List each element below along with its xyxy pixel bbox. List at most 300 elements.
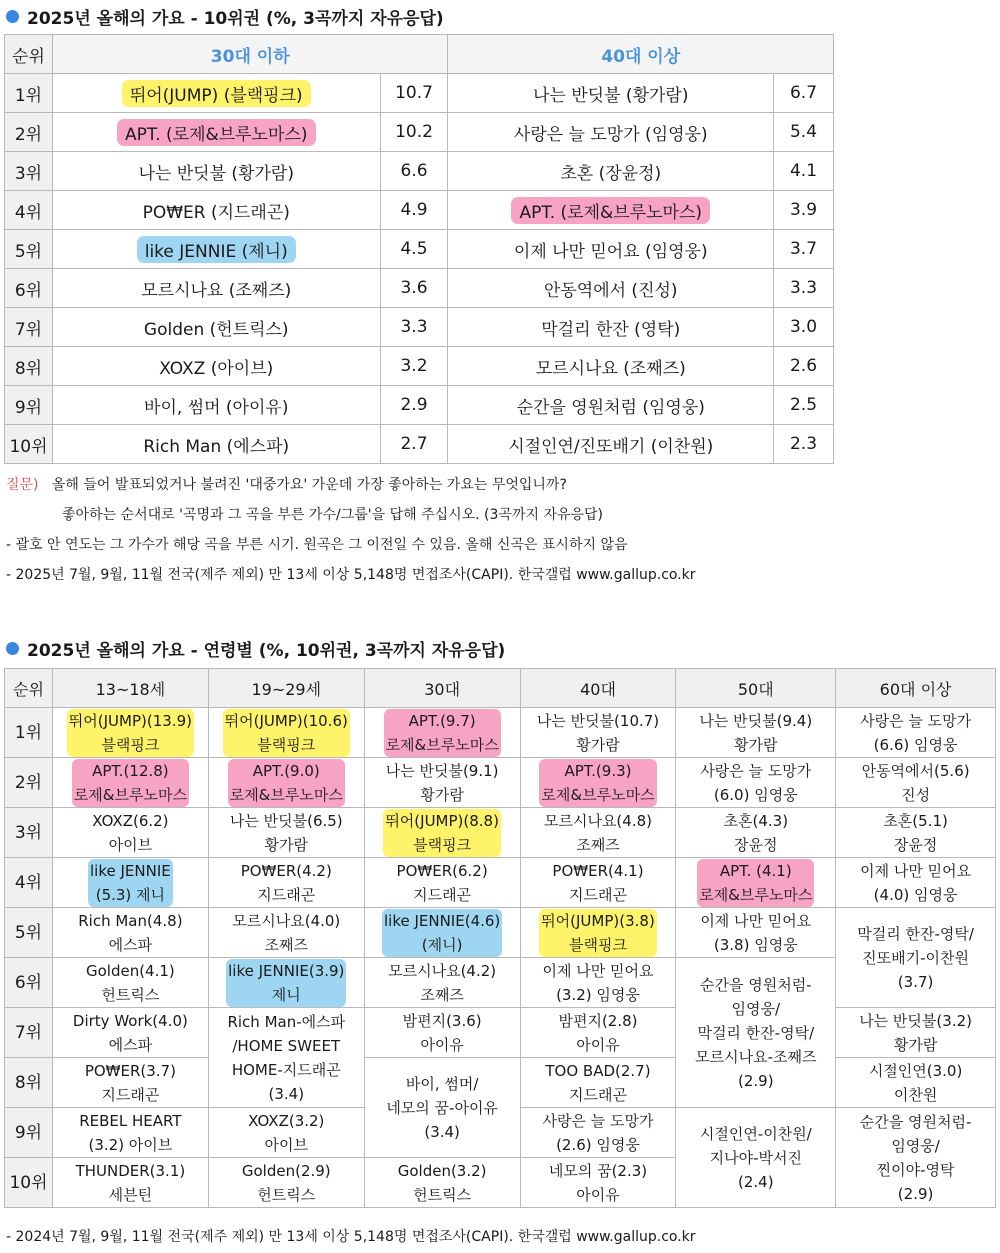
- rank-cell: [5, 347, 53, 386]
- age-cell: [364, 1058, 520, 1158]
- age-cell-line: APT. (4.1): [719, 861, 792, 880]
- table-row: [5, 386, 834, 425]
- age-cell-line: 네모의 꿈(2.3): [548, 1161, 648, 1180]
- age-cell-line: 모르시나요(4.2): [388, 961, 497, 980]
- value-under30: [380, 386, 448, 425]
- table-row: [5, 113, 834, 152]
- age-cell-line: (3.2) 임영웅: [556, 985, 640, 1004]
- age-table: [4, 668, 996, 1208]
- age-cell-line: (3.4): [268, 1084, 305, 1103]
- rank-cell: 5위: [5, 908, 53, 958]
- rank-cell: [5, 152, 53, 191]
- song-under30: [52, 74, 380, 113]
- song-under30-text: PO₩ER (지드래곤): [142, 202, 290, 223]
- age-cell-line: 네모의 꿈-아이유: [386, 1098, 498, 1117]
- age-cell-line: 밤편지(2.8): [558, 1011, 638, 1030]
- age-cell: [676, 858, 836, 908]
- value-under30: [380, 425, 448, 464]
- rank-cell-text: 8위: [14, 358, 43, 379]
- age-cell-line: 지나야-박서진: [709, 1148, 802, 1167]
- age-cell-line: 모르시나요(4.0): [232, 911, 341, 930]
- song-over40: [448, 269, 774, 308]
- age-cell: [52, 758, 208, 808]
- value-over40-text: 3.0: [789, 317, 818, 337]
- age-cell-content: [382, 909, 502, 957]
- value-over40-text: 2.5: [789, 395, 818, 415]
- age-cell-line: 시절인연(3.0): [868, 1061, 963, 1080]
- top10-table-body: [5, 74, 834, 464]
- age-cell-line: 시절인연-이찬원/: [699, 1124, 812, 1143]
- age-cell-line: 이제 나만 믿어요: [860, 861, 972, 880]
- age-cell-line: 사랑은 늘 도망가: [542, 1111, 654, 1130]
- song-over40: [448, 191, 774, 230]
- age-cell-line: PO₩ER(4.2): [240, 861, 332, 880]
- age-cell: [836, 1108, 996, 1208]
- song-over40: [448, 425, 774, 464]
- age-cell-line: 황가람: [893, 1035, 938, 1054]
- age-cell-content: [539, 759, 656, 807]
- rank-cell: 3위: [5, 808, 53, 858]
- age-cell-line: THUNDER(3.1): [75, 1161, 186, 1180]
- age-cell-line: 임영웅/: [891, 1136, 940, 1155]
- song-over40: [448, 308, 774, 347]
- age-cell: [208, 958, 364, 1008]
- table-row: [5, 708, 996, 758]
- age-cell-content: [836, 922, 995, 994]
- age-cell-line: 사랑은 늘 도망가: [860, 711, 972, 730]
- age-cell-line: 막걸리 한잔-영탁/: [697, 1023, 815, 1042]
- age-cell: [676, 758, 836, 808]
- age-cell: [52, 1108, 208, 1158]
- rank-cell: [5, 74, 53, 113]
- age-cell: [52, 908, 208, 958]
- rank-cell: 1위: [5, 708, 53, 758]
- age-cell-line: 이제 나만 믿어요: [542, 961, 654, 980]
- age-cell-line: (5.3) 제니: [95, 885, 166, 904]
- age-cell-line: 이찬원: [893, 1085, 938, 1104]
- rank-cell-text: 9위: [14, 397, 43, 418]
- age-cell-line: 진또배기-이찬원: [862, 948, 969, 967]
- age-cell-line: 찐이야-영탁: [876, 1160, 955, 1179]
- value-over40: [774, 74, 834, 113]
- song-over40-text: 시절인연/진또배기 (이찬원): [508, 436, 714, 457]
- age-cell-line: 제니: [271, 985, 301, 1004]
- age-cell-line: 지드래곤: [413, 885, 472, 904]
- age-cell-content: [67, 709, 194, 757]
- rank-cell-text: 1위: [14, 85, 43, 106]
- song-over40: [448, 230, 774, 269]
- song-over40-text: 막걸리 한잔 (영탁): [541, 319, 681, 340]
- age-cell-content: [521, 1059, 676, 1107]
- song-over40: [448, 386, 774, 425]
- age-cell-line: 황가람: [420, 785, 464, 804]
- age-cell-line: XOXZ(3.2): [248, 1111, 325, 1130]
- table-row: [5, 152, 834, 191]
- age-cell: [208, 708, 364, 758]
- age-cell-line: 아이브: [108, 835, 153, 854]
- age-cell-line: 지드래곤: [257, 885, 316, 904]
- rank-cell: 6위: [5, 958, 53, 1008]
- age-cell-line: (3.7): [897, 972, 934, 991]
- question-text-1: 올해 들어 발표되었거나 불려진 '대중가요' 가운데 가장 좋아하는 가요는 무엇입니까?: [51, 477, 567, 493]
- age-cell-line: APT.(9.7): [408, 711, 476, 730]
- section1-notes: [6, 470, 996, 590]
- age-cell-line: 로제&브루노마스: [229, 785, 343, 804]
- rank-cell-text: 3위: [14, 163, 43, 184]
- song-over40-text: 모르시나요 (조째즈): [535, 358, 686, 379]
- age-cell-line: HOME-지드래곤: [231, 1060, 341, 1079]
- song-over40-text: 안동역에서 (진성): [543, 280, 678, 301]
- age-header-4: 40대: [520, 669, 676, 708]
- age-cell-line: 세븐틴: [108, 1185, 153, 1204]
- age-cell: [364, 858, 520, 908]
- age-cell-content: [209, 1159, 364, 1207]
- age-cell-line: 로제&브루노마스: [699, 885, 813, 904]
- age-cell-line: 블랙핑크: [569, 935, 627, 954]
- age-cell-line: 나는 반딧불(10.7): [536, 711, 660, 730]
- age-cell: [52, 958, 208, 1008]
- age-cell: [520, 1058, 676, 1108]
- age-cell-content: [836, 809, 995, 857]
- age-cell-line: PO₩ER(6.2): [396, 861, 488, 880]
- age-cell: [52, 808, 208, 858]
- age-cell-line: 헌트릭스: [257, 1185, 316, 1204]
- age-cell-line: like JENNIE(4.6): [383, 911, 501, 930]
- age-cell-content: [365, 1009, 520, 1057]
- value-over40-text: 5.4: [789, 122, 818, 142]
- song-over40-text: 나는 반딧불 (황가람): [533, 85, 689, 106]
- age-cell-line: /HOME SWEET: [232, 1036, 341, 1055]
- age-cell-content: [365, 959, 520, 1007]
- age-cell-line: (2.6) 임영웅: [556, 1135, 640, 1154]
- age-cell-line: 황가람: [734, 735, 778, 754]
- age-cell-line: 에스파: [108, 935, 153, 954]
- value-under30: [380, 191, 448, 230]
- age-cell: [520, 708, 676, 758]
- age-cell: [52, 1008, 208, 1058]
- song-under30: [52, 113, 380, 152]
- age-cell-content: [676, 809, 835, 857]
- age-cell: [364, 958, 520, 1008]
- header-30s-under: 30대 이하: [52, 35, 448, 74]
- age-cell-content: [53, 1059, 208, 1107]
- table-row: [5, 858, 996, 908]
- song-under30-text: 나는 반딧불 (황가람): [138, 163, 294, 184]
- age-cell: [208, 1008, 364, 1108]
- song-under30: [52, 386, 380, 425]
- song-under30-text: like JENNIE (제니): [137, 236, 296, 263]
- age-cell-line: (2.9): [738, 1071, 774, 1090]
- age-cell-line: (2.9): [897, 1184, 934, 1203]
- age-cell-line: PO₩ER(3.7): [84, 1061, 176, 1080]
- value-under30-text: 6.6: [400, 161, 428, 181]
- value-over40-text: 2.3: [789, 434, 818, 454]
- value-under30-text: 3.3: [400, 317, 428, 337]
- age-cell-line: 진성: [901, 785, 931, 804]
- age-cell-line: 아이유: [420, 1035, 464, 1054]
- age-cell-content: [88, 859, 173, 907]
- song-over40: [448, 113, 774, 152]
- age-cell-line: 순간을 영원처럼-: [699, 975, 812, 994]
- age-cell-line: APT.(9.0): [252, 761, 320, 780]
- age-cell-content: [836, 1059, 995, 1107]
- age-cell-content: [521, 1159, 676, 1207]
- age-cell-content: [209, 859, 364, 907]
- age-cell-line: 사랑은 늘 도망가: [700, 761, 812, 780]
- age-cell: [836, 858, 996, 908]
- age-cell: [364, 758, 520, 808]
- rank-cell-text: 7위: [14, 319, 43, 340]
- age-cell-line: 조째즈: [264, 935, 309, 954]
- age-cell-line: 밤편지(3.6): [402, 1011, 482, 1030]
- age-cell-content: [365, 759, 520, 807]
- rank-cell: 10위: [5, 1158, 53, 1208]
- age-cell-line: 모르시나요-조째즈: [695, 1047, 817, 1066]
- rank-cell: 9위: [5, 1108, 53, 1158]
- song-under30-text: 뛰어(JUMP) (블랙핑크): [122, 80, 311, 107]
- age-cell-line: 블랙핑크: [413, 835, 472, 854]
- age-cell: [836, 1058, 996, 1108]
- value-under30-text: 10.7: [395, 83, 433, 103]
- table-row: [5, 191, 834, 230]
- age-cell-content: [539, 909, 657, 957]
- table-row: [5, 269, 834, 308]
- age-cell: [208, 758, 364, 808]
- age-cell: [208, 1158, 364, 1208]
- age-cell-line: 안동역에서(5.6): [861, 761, 970, 780]
- value-under30-text: 2.9: [400, 395, 428, 415]
- age-header-0: 순위: [5, 669, 53, 708]
- song-under30: [52, 425, 380, 464]
- age-cell-line: (6.6) 임영웅: [873, 735, 958, 754]
- age-cell-line: 이제 나만 믿어요: [700, 911, 812, 930]
- age-cell-line: 황가람: [264, 835, 309, 854]
- age-cell: [364, 908, 520, 958]
- table-row: [5, 425, 834, 464]
- header-40s-over: 40대 이상: [448, 35, 834, 74]
- age-cell-content: [521, 959, 676, 1007]
- value-under30-text: 4.9: [400, 200, 428, 220]
- age-cell-line: Rich Man-에스파: [227, 1012, 346, 1031]
- value-under30-text: 3.6: [400, 278, 428, 298]
- age-cell: [676, 908, 836, 958]
- value-under30-text: 4.5: [400, 239, 428, 259]
- age-cell-line: 에스파: [108, 1035, 153, 1054]
- rank-cell-text: 6위: [14, 280, 43, 301]
- value-over40-text: 2.6: [789, 356, 818, 376]
- value-under30: [380, 308, 448, 347]
- age-cell-content: [228, 759, 345, 807]
- age-cell-line: 헌트릭스: [101, 985, 160, 1004]
- age-cell-line: Golden(4.1): [85, 961, 175, 980]
- age-header-5: 50대: [676, 669, 836, 708]
- age-cell-line: 아이브: [264, 1135, 309, 1154]
- value-over40: [774, 191, 834, 230]
- song-over40: [448, 152, 774, 191]
- rank-cell: 2위: [5, 758, 53, 808]
- age-cell: [208, 1108, 364, 1158]
- age-header-2: 19~29세: [208, 669, 364, 708]
- age-cell-line: 아이유: [576, 1185, 620, 1204]
- age-cell-content: [53, 1009, 208, 1057]
- age-cell-content: [365, 1159, 520, 1207]
- age-cell-line: 로제&브루노마스: [73, 785, 187, 804]
- table-row: [5, 230, 834, 269]
- song-under30-text: 모르시나요 (조째즈): [141, 280, 292, 301]
- age-cell-content: [209, 1109, 364, 1157]
- song-under30-text: Rich Man (에스파): [143, 436, 290, 457]
- header-rank: 순위: [5, 35, 53, 74]
- age-cell-line: 초혼(4.3): [723, 811, 789, 830]
- age-cell: [52, 1058, 208, 1108]
- rank-cell: [5, 425, 53, 464]
- rank-cell-text: 5위: [14, 241, 43, 262]
- note-2: - 2025년 7월, 9월, 11월 전국(제주 제외) 만 13세 이상 5,148명 면접조사(CAPI). 한국갤럽 www.gallup.co.kr: [6, 567, 696, 583]
- age-cell: [520, 858, 676, 908]
- age-cell-line: 뛰어(JUMP)(13.9): [68, 711, 192, 730]
- age-cell: [676, 708, 836, 758]
- section1-title: 2025년 올해의 가요 - 10위권 (%, 3곡까지 자유응답): [27, 9, 444, 29]
- rank-cell: 8위: [5, 1058, 53, 1108]
- value-under30: [380, 152, 448, 191]
- value-over40-text: 6.7: [789, 83, 818, 103]
- bullet-dot-icon: [6, 10, 19, 23]
- age-cell-line: (3.2) 아이브: [88, 1135, 173, 1154]
- age-cell-line: PO₩ER(4.1): [552, 861, 644, 880]
- age-cell-content: [53, 1109, 208, 1157]
- age-cell-content: [209, 909, 364, 957]
- age-cell-content: [226, 959, 346, 1007]
- song-under30: [52, 152, 380, 191]
- age-cell-content: [521, 1109, 676, 1157]
- value-under30-text: 10.2: [395, 122, 433, 142]
- age-cell: [836, 808, 996, 858]
- age-cell: [364, 708, 520, 758]
- age-cell-content: [697, 859, 814, 907]
- song-under30: [52, 269, 380, 308]
- age-cell: [52, 708, 208, 758]
- age-cell: [520, 1008, 676, 1058]
- song-under30: [52, 347, 380, 386]
- age-cell: [208, 808, 364, 858]
- section2-title: 2025년 올해의 가요 - 연령별 (%, 10위권, 3곡까지 자유응답): [27, 641, 506, 661]
- age-cell-line: (6.0) 임영웅: [713, 785, 798, 804]
- age-cell-line: Dirty Work(4.0): [72, 1011, 188, 1030]
- top10-table: [4, 34, 834, 464]
- age-cell-line: like JENNIE(3.9): [228, 961, 345, 980]
- age-cell: [208, 908, 364, 958]
- age-cell-content: [676, 909, 835, 957]
- age-cell: [836, 758, 996, 808]
- age-cell-line: 블랙핑크: [257, 735, 316, 754]
- age-cell-line: 초혼(5.1): [883, 811, 948, 830]
- age-cell: [520, 908, 676, 958]
- section1-title-wrap: [6, 4, 444, 29]
- rank-cell: [5, 230, 53, 269]
- song-under30-text: APT. (로제&브루노마스): [117, 119, 316, 146]
- age-cell-content: [676, 709, 835, 757]
- age-cell: [676, 808, 836, 858]
- age-cell-content: [676, 1122, 835, 1194]
- value-under30: [380, 230, 448, 269]
- table-row: [5, 1058, 996, 1108]
- value-under30: [380, 269, 448, 308]
- age-cell: [52, 858, 208, 908]
- section2-note: - 2024년 7월, 9월, 11월 전국(제주 제외) 만 13세 이상 5,148명 면접조사(CAPI). 한국갤럽 www.gallup.co.kr: [6, 1229, 696, 1245]
- value-over40: [774, 230, 834, 269]
- age-cell-line: 장윤정: [734, 835, 778, 854]
- age-cell-line: 뛰어(JUMP)(10.6): [224, 711, 348, 730]
- age-cell-line: 조째즈: [576, 835, 620, 854]
- age-cell-line: 로제&브루노마스: [541, 785, 655, 804]
- age-cell-line: Rich Man(4.8): [78, 911, 183, 930]
- age-cell-content: [676, 973, 835, 1093]
- age-cell-content: [521, 859, 676, 907]
- age-cell-content: [521, 809, 676, 857]
- value-over40: [774, 347, 834, 386]
- age-cell-line: (2.4): [738, 1172, 774, 1191]
- table-row: [5, 758, 996, 808]
- age-cell-line: 로제&브루노마스: [385, 735, 499, 754]
- value-under30: [380, 74, 448, 113]
- age-cell: [520, 1158, 676, 1208]
- age-cell-line: 막걸리 한잔-영탁/: [857, 924, 974, 943]
- age-cell: [364, 1158, 520, 1208]
- rank-cell: 4위: [5, 858, 53, 908]
- rank-cell-text: 4위: [14, 202, 43, 223]
- song-under30-text: XOXZ (아이브): [159, 358, 274, 379]
- song-under30-text: 바이, 썸머 (아이유): [144, 397, 289, 418]
- table-row: [5, 308, 834, 347]
- age-cell-line: like JENNIE: [90, 861, 171, 880]
- age-cell-content: [836, 709, 995, 757]
- song-under30: [52, 308, 380, 347]
- age-cell-line: APT.(9.3): [564, 761, 632, 780]
- table-row: [5, 808, 996, 858]
- song-over40: [448, 74, 774, 113]
- value-over40: [774, 386, 834, 425]
- age-cell: [836, 1008, 996, 1058]
- age-cell: [520, 1108, 676, 1158]
- age-cell-content: [53, 1159, 208, 1207]
- age-cell-content: [209, 1010, 364, 1106]
- song-over40-text: 초혼 (장윤정): [560, 163, 662, 184]
- value-over40: [774, 308, 834, 347]
- table-row: [5, 347, 834, 386]
- age-cell-line: 순간을 영원처럼-: [859, 1112, 972, 1131]
- age-table-body: [5, 708, 996, 1208]
- age-cell-content: [384, 709, 501, 757]
- table-row: [5, 1008, 996, 1058]
- age-cell-line: 바이, 썸머/: [405, 1074, 479, 1093]
- age-cell-line: 나는 반딧불(3.2): [859, 1011, 972, 1030]
- age-cell-content: [521, 1009, 676, 1057]
- age-cell: [52, 1158, 208, 1208]
- table-row: [5, 74, 834, 113]
- value-over40-text: 3.9: [789, 200, 818, 220]
- age-cell-content: [836, 1009, 995, 1057]
- rank-cell: [5, 113, 53, 152]
- age-cell-line: 지드래곤: [569, 885, 627, 904]
- value-under30: [380, 113, 448, 152]
- age-cell-line: Golden(2.9): [241, 1161, 331, 1180]
- age-cell-line: XOXZ(6.2): [92, 811, 169, 830]
- song-under30-text: Golden (헌트릭스): [143, 319, 289, 340]
- age-cell-line: TOO BAD(2.7): [545, 1061, 651, 1080]
- age-cell: [364, 808, 520, 858]
- value-over40-text: 4.1: [789, 161, 818, 181]
- value-over40: [774, 269, 834, 308]
